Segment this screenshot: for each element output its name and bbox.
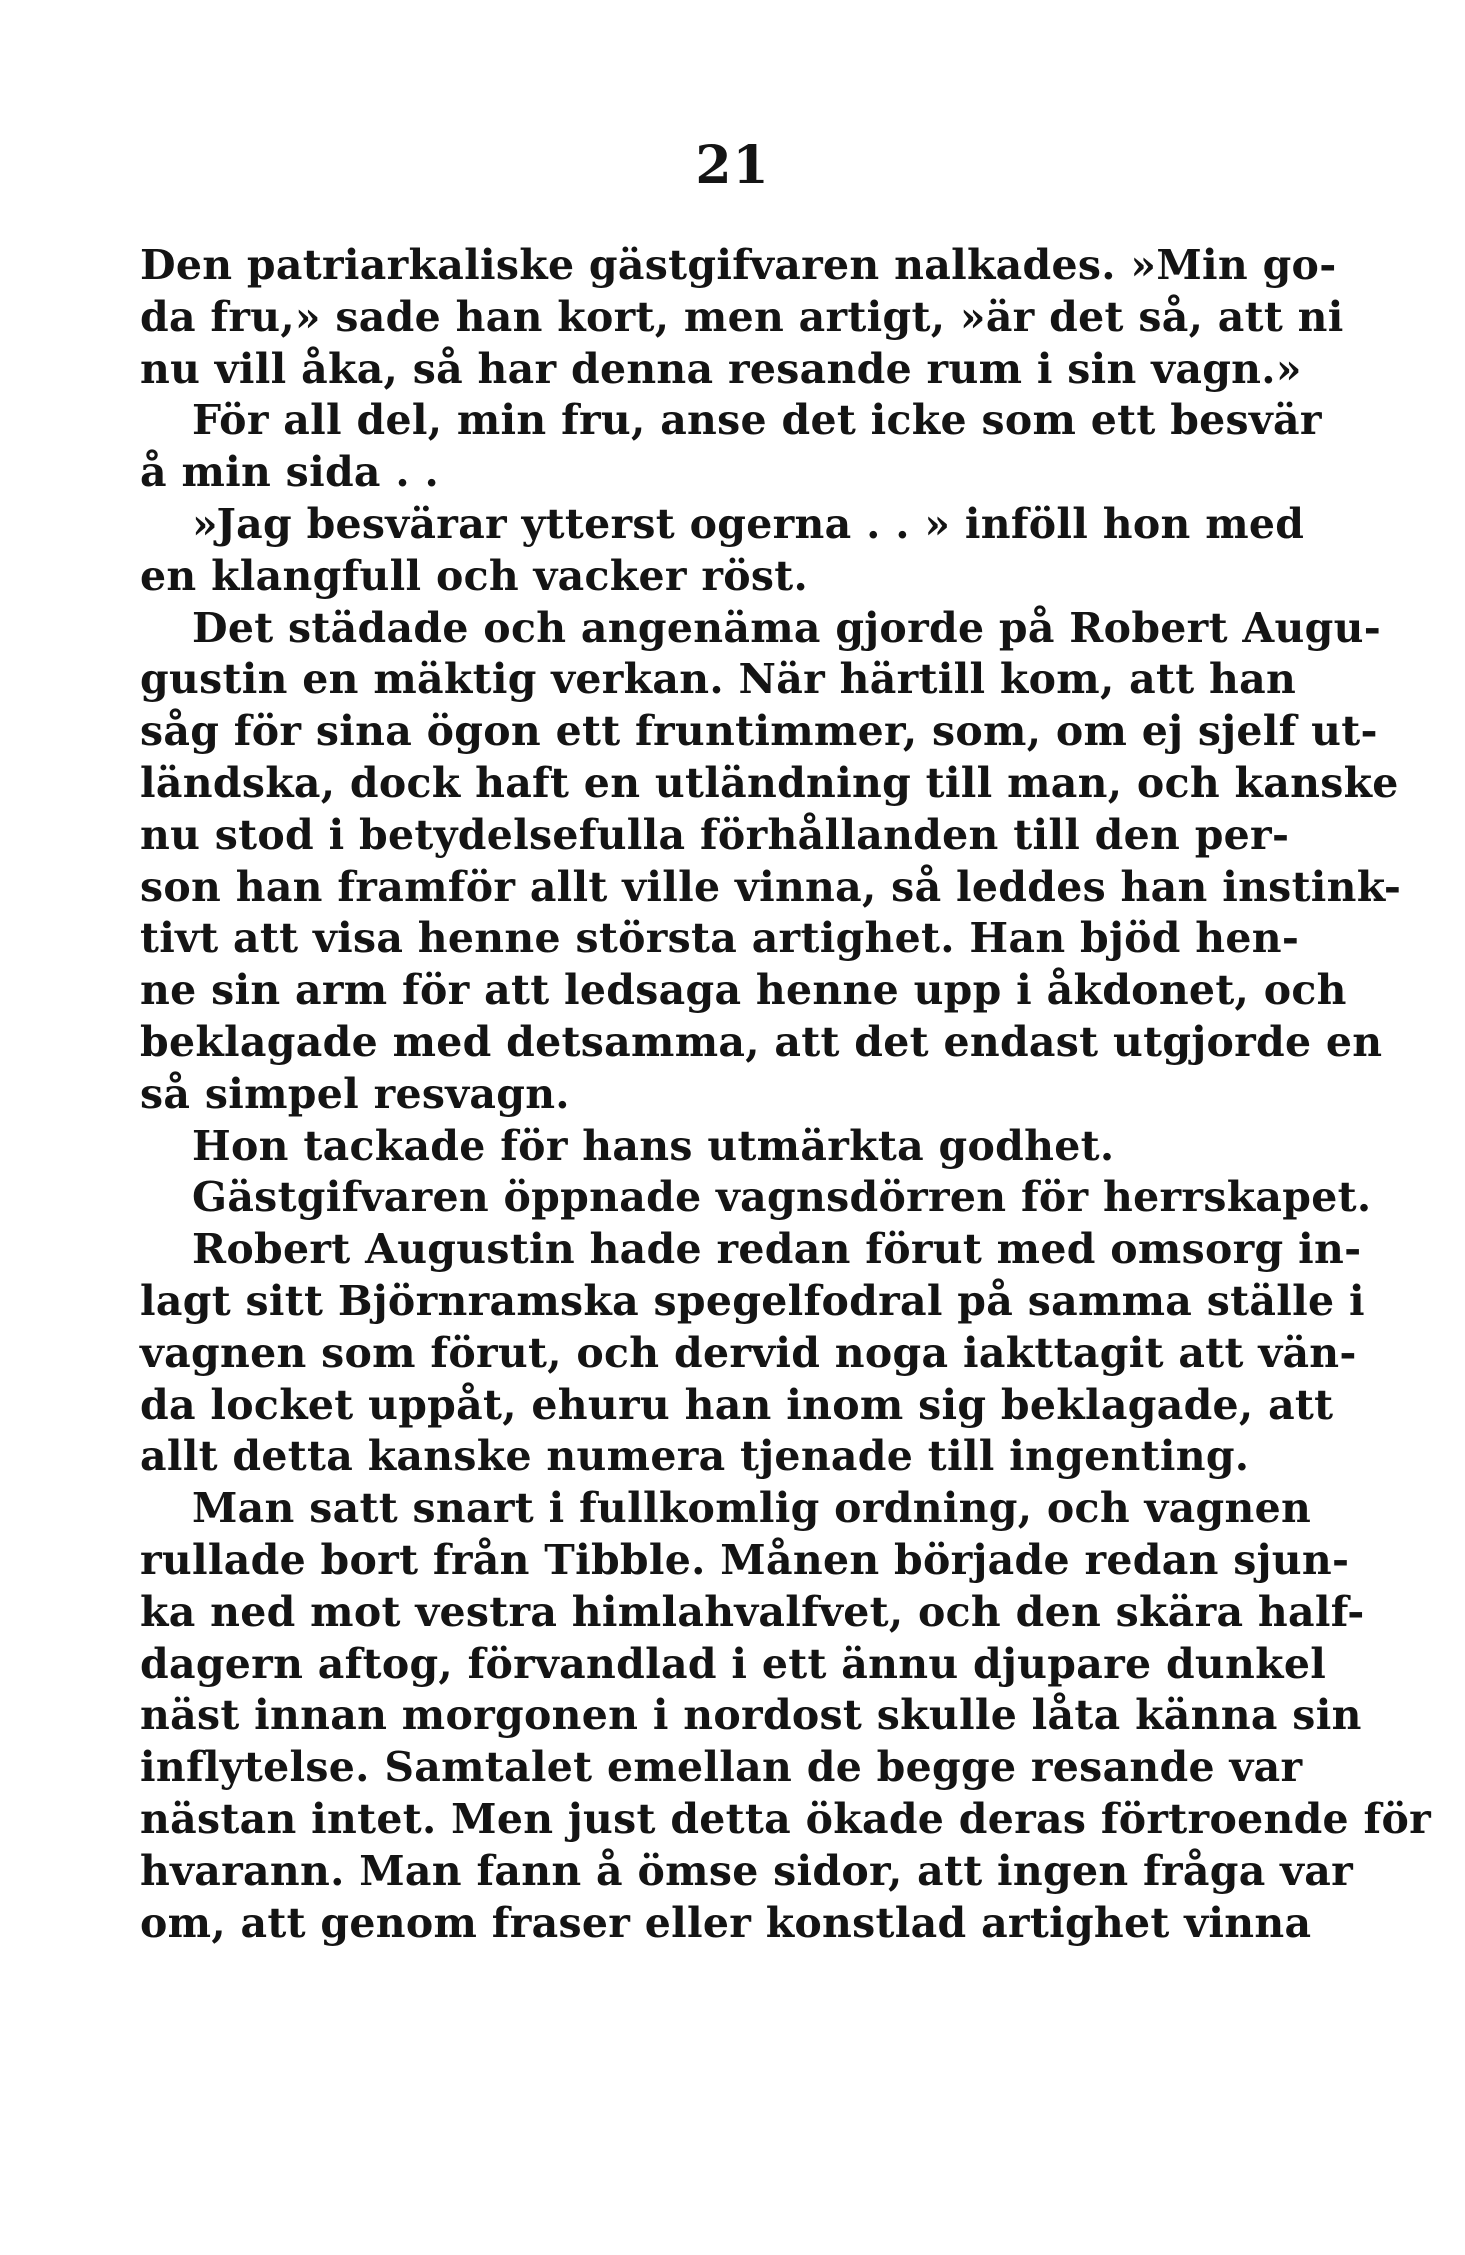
text-line: ne sin arm för att ledsaga henne upp i åkdonet, och bbox=[140, 966, 1347, 1015]
text-line: da locket uppåt, ehuru han inom sig beklagade, att bbox=[140, 1380, 1334, 1429]
text-line: nu stod i betydelsefulla förhållanden till den per- bbox=[140, 810, 1290, 859]
text-line: ländska, dock haft en utländning till man, och kanske bbox=[140, 758, 1399, 807]
text-line: så simpel resvagn. bbox=[140, 1069, 570, 1118]
page-number: 21 bbox=[695, 135, 770, 196]
text-line: lagt sitt Björnramska spegelfodral på samma ställe i bbox=[140, 1276, 1365, 1325]
text-line: rullade bort från Tibble. Månen började redan sjun- bbox=[140, 1535, 1350, 1584]
text-line: om, att genom fraser eller konstlad artighet vinna bbox=[140, 1898, 1312, 1947]
text-line: Den patriarkaliske gästgifvaren nalkades. »Min go- bbox=[140, 241, 1337, 289]
text-line: inflytelse. Samtalet emellan de begge resande var bbox=[140, 1743, 1303, 1792]
text-line: nu vill åka, så har denna resande rum i sin vagn.» bbox=[140, 344, 1302, 393]
text-line: da fru,» sade han kort, men artigt, »är det så, att ni bbox=[140, 292, 1344, 341]
text-line: näst innan morgonen i nordost skulle låta känna sin bbox=[140, 1691, 1362, 1740]
text-line: ka ned mot vestra himlahvalfvet, och den skära half- bbox=[140, 1587, 1365, 1636]
text-line: Gästgifvaren öppnade vagnsdörren för herrskapet. bbox=[192, 1173, 1372, 1222]
text-line: tivt att visa henne största artighet. Han bjöd hen- bbox=[140, 914, 1300, 963]
text-line: dagern aftog, förvandlad i ett ännu djupare dunkel bbox=[140, 1639, 1327, 1688]
text-line: beklagade med detsamma, att det endast utgjorde en bbox=[140, 1017, 1383, 1066]
text-line: Robert Augustin hade redan förut med omsorg in- bbox=[192, 1225, 1362, 1274]
text-line: å min sida . . bbox=[140, 448, 440, 497]
text-line: »Jag besvärar ytterst ogerna . . » inföll hon med bbox=[192, 499, 1305, 548]
text-line: Det städade och angenäma gjorde på Robert Augu- bbox=[192, 603, 1382, 652]
text-line: Hon tackade för hans utmärkta godhet. bbox=[192, 1121, 1115, 1170]
text-line: son han framför allt ville vinna, så leddes han instink- bbox=[140, 862, 1402, 911]
text-line: vagnen som förut, och dervid noga iakttagit att vän- bbox=[140, 1328, 1357, 1377]
text-line: Man satt snart i fullkomlig ordning, och vagnen bbox=[192, 1484, 1312, 1533]
text-line: allt detta kanske numera tjenade till ingenting. bbox=[140, 1432, 1250, 1481]
text-line: hvarann. Man fann å ömse sidor, att ingen fråga var bbox=[140, 1846, 1354, 1895]
text-line: För all del, min fru, anse det icke som ett besvär bbox=[192, 396, 1322, 445]
text-line: en klangfull och vacker röst. bbox=[140, 551, 809, 600]
body-text bbox=[140, 240, 1432, 1949]
text-line: gustin en mäktig verkan. När härtill kom, att han bbox=[140, 655, 1297, 704]
text-line: såg för sina ögon ett fruntimmer, som, om ej sjelf ut- bbox=[140, 707, 1378, 756]
text-line: nästan intet. Men just detta ökade deras förtroende för bbox=[140, 1794, 1432, 1843]
